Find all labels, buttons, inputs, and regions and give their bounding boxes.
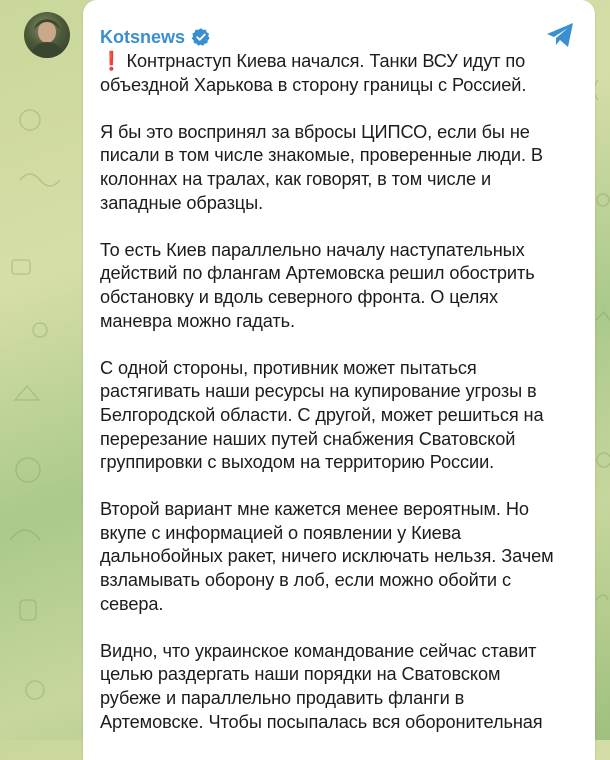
channel-avatar[interactable] [24,12,70,58]
paragraph-2: Я бы это воспринял за вбросы ЦИПСО, если бы не писали в том числе знакомые, проверенные люди. В колоннах на тралах, как говорят, в том числе и западные образцы. [100,121,543,213]
message-header [100,24,211,50]
paragraph-1 [100,50,584,97]
message-bubble [83,0,595,760]
paragraph-3: То есть Киев параллельно началу наступательных действий по флангам Артемовска решил обострить обстановку и вдоль северного фронта. О целях маневра можно гадать. [100,239,535,331]
telegram-share-icon[interactable] [543,18,577,52]
paragraph-5: Второй вариант мне кажется менее вероятным. Но вкупе с информацией о появлении у Киева дальнобойных ракет, ничего исключать нельзя. Зачем взламывать оборону в лоб, если можно обойти с севера. [100,499,554,614]
verified-badge-icon [191,27,211,47]
channel-name[interactable]: Kotsnews [100,27,186,47]
paragraph-4: С одной стороны, противник может пытаться растягивать наши ресурсы на купирование угрозы в Белгородской области. С другой, может решиться на перерезание наших путей снабжения Сватовской группировки с выходом на территорию России. [100,357,544,473]
message-text [100,50,584,758]
paragraph-6: Видно, что украинское командование сейчас ставит целью раздергать наши порядки на Сватовском рубеже и параллельно продавить фланги в Артемовске. Чтобы посыпалась вся оборонительная [100,640,543,732]
exclamation-icon: ❗ [100,51,123,71]
paragraph-1-text: Контрнаступ Киева начался. Танки ВСУ идут по объездной Харькова в сторону границы с Россией. [100,51,527,95]
